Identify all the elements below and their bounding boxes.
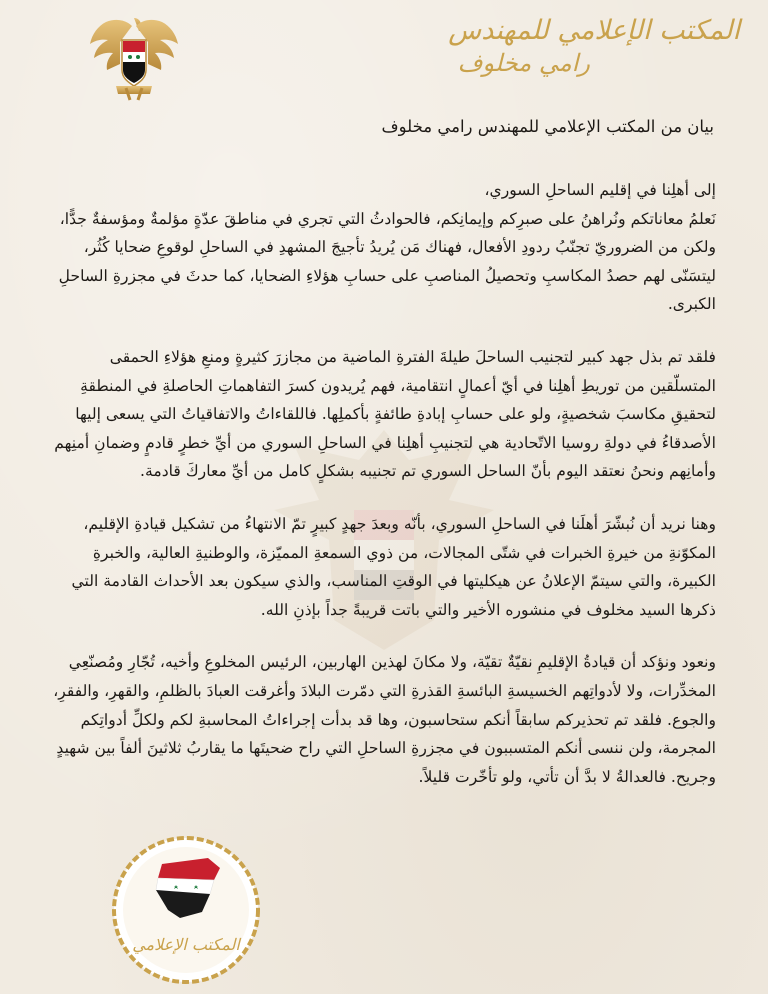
statement-body bbox=[46, 176, 716, 815]
office-logo bbox=[420, 14, 740, 86]
badge-text: المكتب الإعلامي bbox=[132, 935, 240, 954]
greeting: إلى أهلِنا في إقليم الساحلِ السوري، bbox=[484, 181, 716, 199]
paragraph-3: وهنا نريد أن نُبشّرَ أهلَنا في الساحلِ السوري، بأنّه وبعدَ جهدٍ كبيرٍ تمّ الانتهاءُ من تشكيل قيادةِ الإقليم، المكوّنةِ من خيرةِ الخبرات في شتّى المجالات، من ذوي السمعةِ المميّزة، والوطنيةِ العالية، والخبرةِ الكبيرة، والتي سيتمّ الإعلانُ عن هيكليتها في الوقتِ المناسب، والذي سيكون بعد الأحداث القادمة التي ذكرها السيد مخلوف في منشوره الأخير والتي باتت قريبةً جداً بإذنِ الله. bbox=[71, 514, 716, 619]
logo-line1: المكتب الإعلامي للمهندس bbox=[448, 15, 740, 46]
paragraph-4: ونعود ونؤكد أن قيادةُ الإقليمِ نقيّةٌ تقيّة، ولا مكانَ لهذين الهاربين، الرئيس المخلوعِ وأخيه، تُجّارِ ومُصنّعِي المخدِّرات، ولا لأدواتِهم الخسيسةِ البائسةِ القذرةِ التي دمّرت البلادَ وأغرقت العبادَ بالظلمِ، والقهرِ، والفقرِ، والجوع. فلقد تم تحذيركم سابقاً أنكم ستحاسبون، وها قد بدأت إجراءاتُ المحاسبةِ لكم ولكلِّ أدواتِكم المجرمة، ولن ننسى أنكم المتسببون في مجزرةِ الساحلِ التي راح ضحيتَها ما يقاربُ ثلاثينَ ألفاً بين شهيدٍ وجريح. فالعدالةُ لا بدَّ أن تأتي، ولو تأخّرت قليلاً. bbox=[53, 653, 716, 786]
paragraph-1: نَعلمُ معاناتكم ونُراهنُ على صبرِكم وإيمانِكم، فالحوادثُ التي تجري في مناطقَ عدّةٍ مؤلمةٌ ومؤسفةٌ جدًّا، ولكن من الضروريّ تجنّبُ ردودِ الأفعال، فهناك مَن يُريدُ تأجيجَ المشهدِ في الساحلِ لوقوعِ ضحايا كُثُر، ليتسَنّى لهم حصدُ المكاسبِ وتحصيلُ المناصبِ على حسابِ هؤلاءِ الضحايا، كما حدثَ في مجزرةِ الساحلِ الكبرى. bbox=[58, 209, 716, 314]
logo-line2: رامي مخلوف bbox=[457, 49, 590, 77]
media-office-badge bbox=[110, 834, 262, 986]
paragraph-2: فلقد تم بذل جهد كبير لتجنيب الساحلَ طيلةَ الفترةِ الماضية من مجازرَ كثيرةٍ ومنعِ هؤلاءِ الحمقى المتسلّقين من توريطِ أهلِنا في أيّ أعمالٍ انتقامية، فهم يُريدون كسرَ التفاهماتِ الحاصلةِ في المنطقةِ لتحقيقِ مكاسبَ شخصيةٍ، ولو على حسابِ إبادةِ طائفةٍ بأكملِها. فاللقاءاتُ والاتفاقياتُ التي يسعى إليها الأصدقاءُ في دولةِ روسيا الاتّحادية هي لتجنيبِ أهلِنا في الساحلِ السوري من أيِّ خطرٍ قادمٍ وضمانِ أمنِهم وأمانِهم ونحنُ نعتقد اليوم بأنّ الساحل السوري تم تجنيبه بشكلٍ كامل من أيِّ معاركَ قادمة. bbox=[54, 347, 716, 481]
statement-title: بيان من المكتب الإعلامي للمهندس رامي مخلوف bbox=[381, 117, 714, 136]
eagle-emblem-icon bbox=[86, 12, 182, 104]
